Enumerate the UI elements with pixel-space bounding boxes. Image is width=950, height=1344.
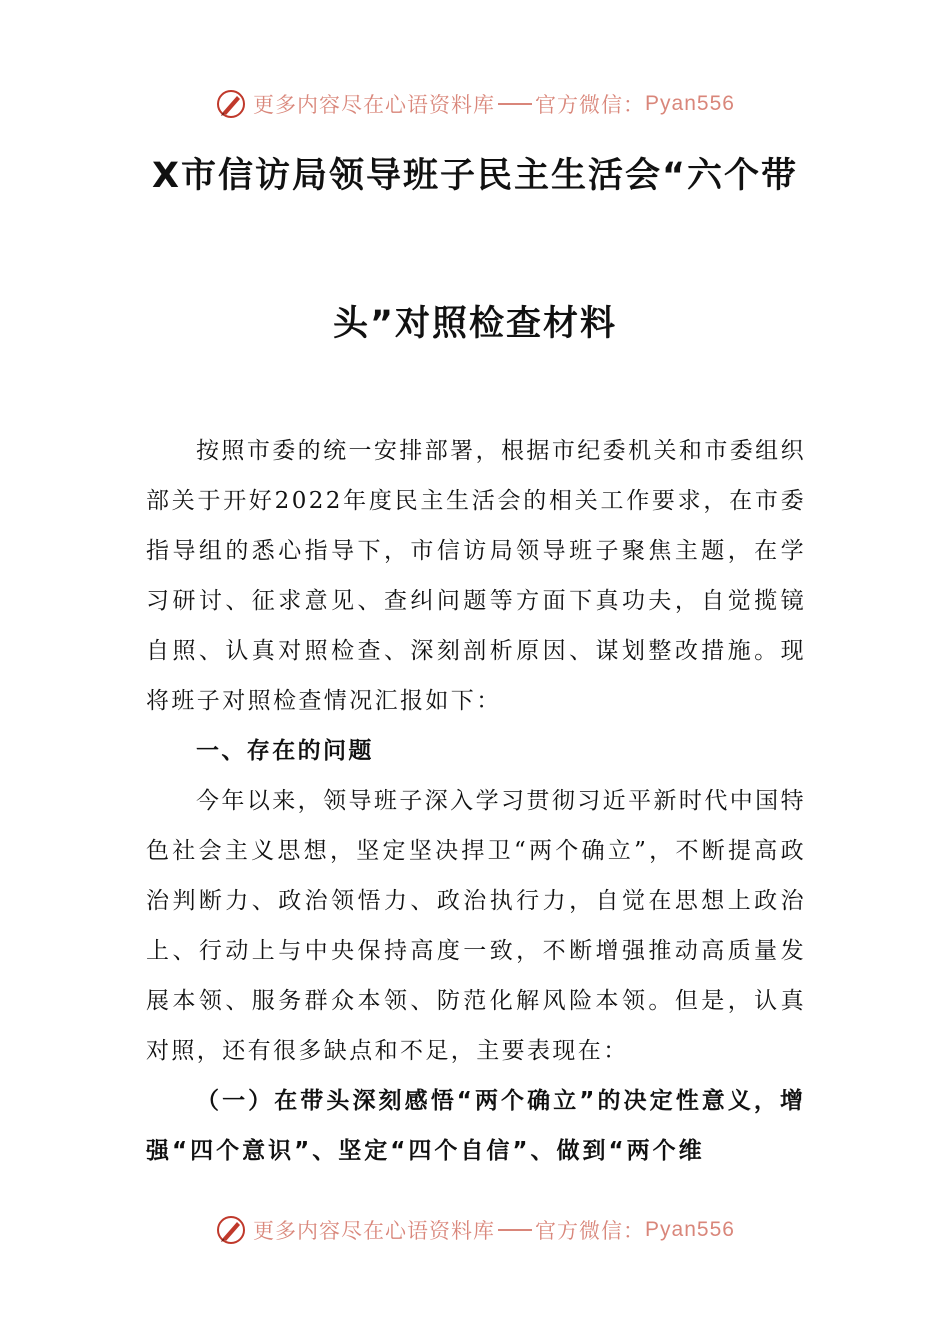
section-heading: 一、存在的问题: [196, 738, 374, 764]
document-title-line2: 头”对照检查材料: [332, 304, 617, 344]
watermark-wechat-id: Pyan556: [645, 92, 735, 115]
watermark-text: 更多内容尽在心语资料库: [253, 1219, 496, 1243]
watermark-dash: [498, 1229, 532, 1231]
watermark-official-label: 官方微信：: [535, 1219, 646, 1243]
document-body: [146, 426, 806, 1176]
subsection-heading: （一）在带头深刻感悟“两个确立”的决定性意义，增强“四个意识”、坚定“四个自信”、做到“两个维: [146, 1088, 806, 1164]
section-paragraph: 今年以来，领导班子深入学习贯彻习近平新时代中国特色社会主义思想，坚定坚决捍卫“两个确立”，不断提高政治判断力、政治领悟力、政治执行力，自觉在思想上政治上、行动上与中央保持高度一致，不断增强推动高质量发展本领、服务群众本领、防范化解风险本领。但是，认真对照，还有很多缺点和不足，主要表现在：: [146, 788, 806, 1064]
quill-pen-icon: [215, 88, 247, 120]
watermark-banner-bottom: [0, 1210, 950, 1250]
watermark-text: 更多内容尽在心语资料库: [253, 93, 496, 117]
intro-paragraph: 按照市委的统一安排部署，根据市纪委机关和市委组织部关于开好2022年度民主生活会的相关工作要求，在市委指导组的悉心指导下，市信访局领导班子聚焦主题，在学习研讨、征求意见、查纠问题等方面下真功夫，自觉揽镜自照、认真对照检查、深刻剖析原因、谋划整改措施。现将班子对照检查情况汇报如下：: [146, 438, 806, 714]
watermark-wechat-id: Pyan556: [645, 1218, 735, 1241]
quill-pen-icon: [215, 1214, 247, 1246]
watermark-official-label: 官方微信：: [535, 93, 646, 117]
document-title-line1: X市信访局领导班子民主生活会“六个带: [152, 156, 798, 196]
watermark-banner-top: [0, 84, 950, 124]
watermark-dash: [498, 103, 532, 105]
